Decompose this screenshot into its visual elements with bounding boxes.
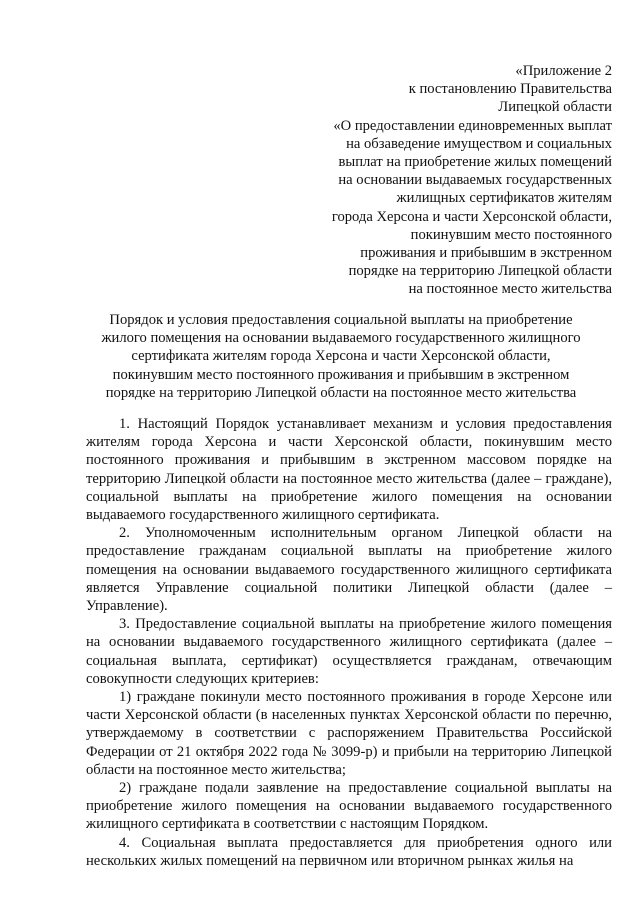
- appendix-line: на основании выдаваемых государственных: [338, 172, 612, 189]
- appendix-line: города Херсона и части Херсонской области,: [331, 208, 612, 225]
- appendix-line: покинувшим место постоянного: [410, 226, 612, 243]
- appendix-line: проживания и прибывшим в экстренном: [360, 245, 612, 262]
- paragraph-4: 4. Социальная выплата предоставляется для приобретения одного или нескольких жилых помещений на первичном или вторичном рынках жилья на: [86, 834, 612, 869]
- appendix-line: выплат на приобретение жилых помещений: [338, 154, 612, 171]
- appendix-line: «О предоставлении единовременных выплат: [333, 117, 612, 134]
- appendix-line: порядке на территорию Липецкой области: [348, 263, 612, 280]
- title-line: Порядок и условия предоставления социальной выплаты на приобретение: [109, 312, 573, 328]
- document-title: [86, 311, 596, 402]
- paragraph-2: 2. Уполномоченным исполнительным органом Липецкой области на предоставление гражданам социальной выплаты на приобретение жилого помещения на основании выдаваемого государственного жилищного сертификата является Управление социальной политики Липецкой области (далее – Управление).: [86, 525, 612, 615]
- title-line: жилого помещения на основании выдаваемого государственного жилищного: [101, 330, 581, 347]
- appendix-header: [282, 62, 612, 299]
- appendix-line: к постановлению Правительства: [408, 81, 612, 98]
- paragraph-3-item-2: 2) граждане подали заявление на предоставление социальной выплаты на приобретение жилого помещения на основании выдаваемого государственного жилищного сертификата в соответствии с настоящим Порядком.: [86, 780, 612, 833]
- title-line: покинувшим место постоянного проживания и прибывшим в экстренном: [112, 366, 570, 383]
- paragraph-3: 3. Предоставление социальной выплаты на приобретение жилого помещения на основании выдаваемого государственного жилищного сертификата (далее – социальная выплата, сертификат) осуществляется гражданам, отвечающим совокупности следующих критериев:: [86, 616, 612, 687]
- paragraph-3-item-1: 1) граждане покинули место постоянного проживания в городе Херсоне или части Херсонской области (в населенных пунктах Херсонской области по перечню, утверждаемому в соответствии с распоряжением Правительства Российской Федерации от 21 октября 2022 года № 3099-р) и прибыли на территорию Липецкой области на постоянное место жительства;: [86, 689, 612, 778]
- appendix-line: на постоянное место жительства: [408, 281, 612, 298]
- title-line: порядке на территорию Липецкой области на постоянное место жительства: [105, 384, 577, 401]
- appendix-line: жилищных сертификатов жителям: [396, 190, 612, 207]
- appendix-line: «Приложение 2: [515, 63, 612, 79]
- title-line: сертификата жителям города Херсона и части Херсонской области,: [131, 348, 551, 365]
- appendix-line: на обзаведение имуществом и социальных: [346, 135, 612, 152]
- paragraph-1: 1. Настоящий Порядок устанавливает механизм и условия предоставления жителям города Херсона и части Херсонской области, покинувшим место постоянного проживания и прибывшим в экстренном массовом порядке на территорию Липецкой области на постоянное место жительства (далее – граждане), социальной выплаты на приобретение жилого помещения на основании выдаваемого государственного жилищного сертификата.: [86, 416, 612, 524]
- appendix-line: Липецкой области: [498, 99, 612, 116]
- document-body: [86, 415, 612, 870]
